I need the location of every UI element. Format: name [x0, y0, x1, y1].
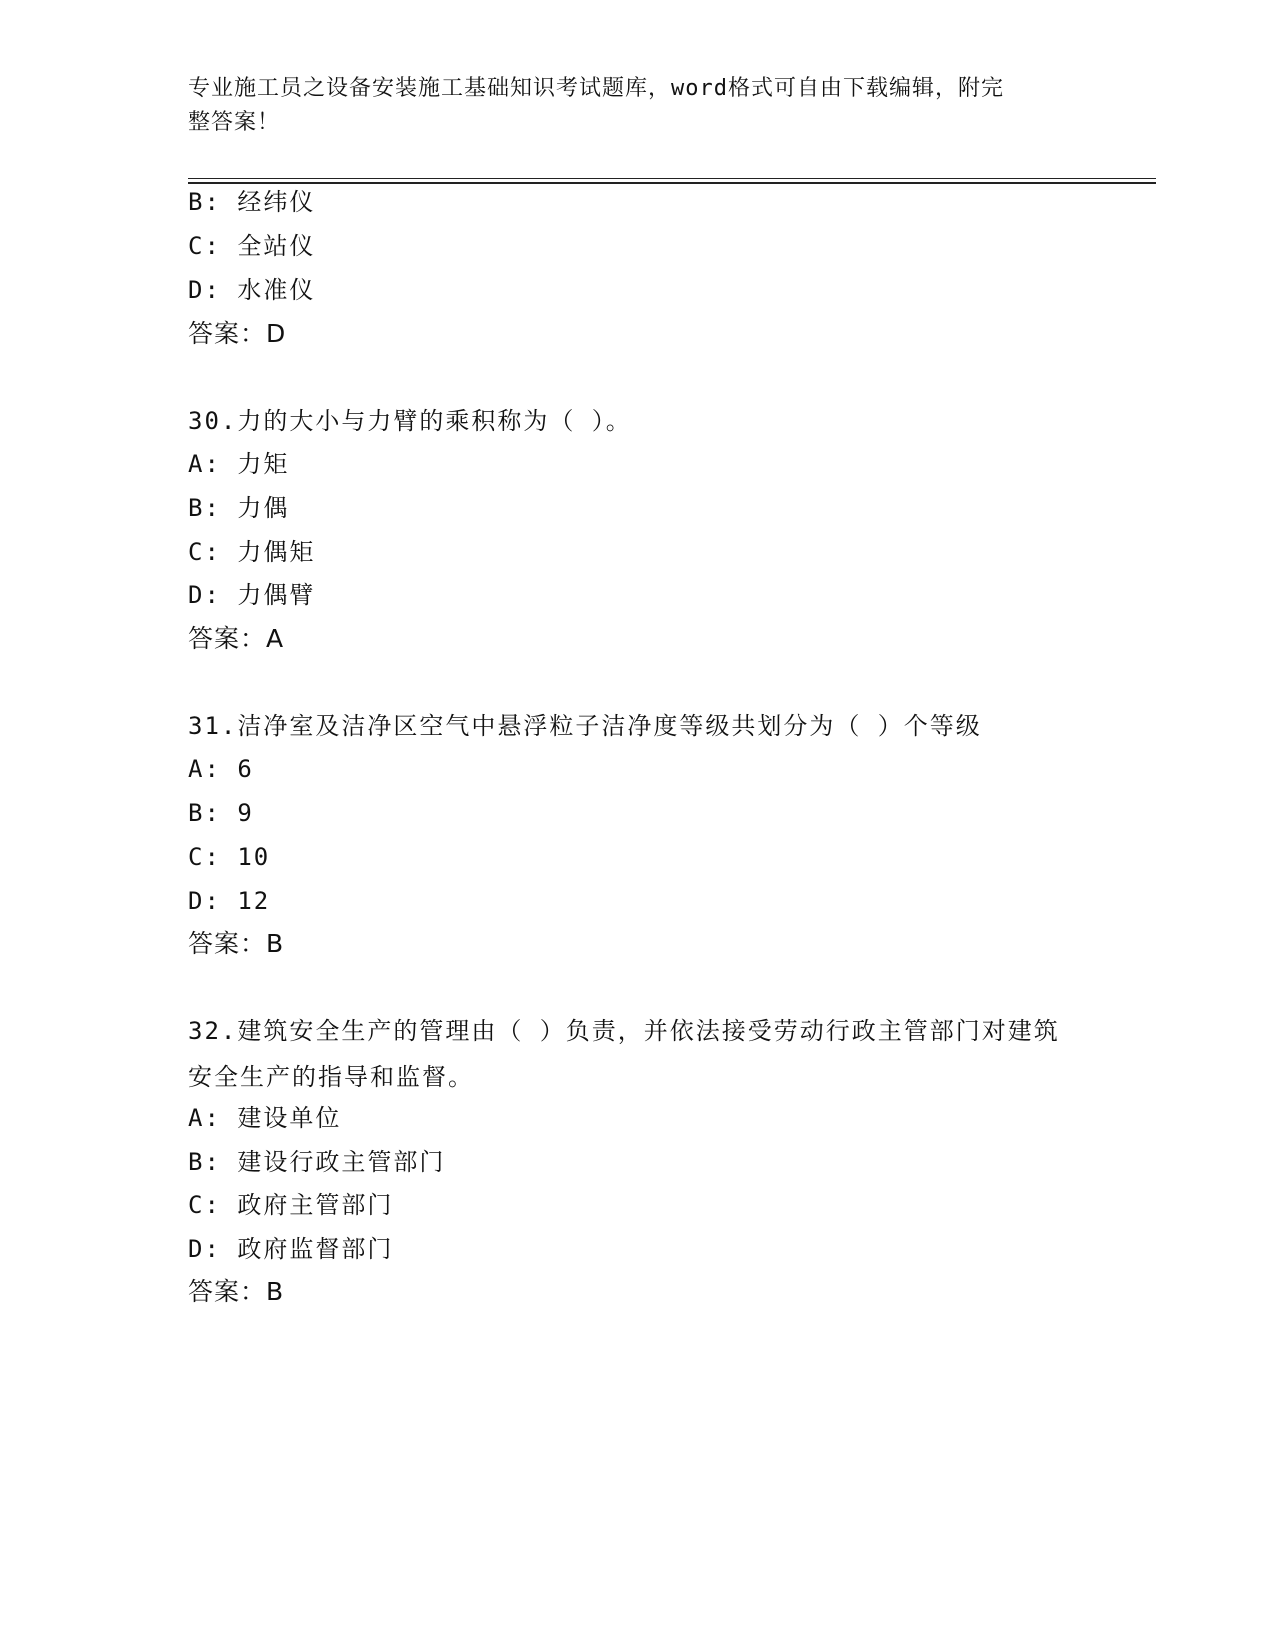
header-title-line-2: 整答案！ [188, 110, 281, 135]
q30-question: 30.力的大小与力臂的乘积称为（ ）。 [188, 407, 632, 435]
q30-option-b: B: 力偶 [188, 494, 290, 522]
q32-answer: 答案：B [188, 1277, 285, 1306]
q31-option-b: B: 9 [188, 799, 254, 827]
document-header [188, 72, 1068, 140]
header-title-line-1: 专业施工员之设备安装施工基础知识考试题库，word格式可自由下载编辑，附完 [188, 76, 1004, 101]
q32-option-a: A: 建设单位 [188, 1104, 342, 1132]
q30-option-a: A: 力矩 [188, 450, 290, 478]
q30-option-c: C: 力偶矩 [188, 538, 316, 566]
q31-option-c: C: 10 [188, 843, 271, 871]
q32-option-b: B: 建设行政主管部门 [188, 1148, 446, 1176]
q31-option-a: A: 6 [188, 755, 254, 783]
q31-question: 31.洁净室及洁净区空气中悬浮粒子洁净度等级共划分为（ ）个等级 [188, 712, 982, 740]
header-divider-thick [188, 182, 1156, 184]
q30-option-d: D: 力偶臂 [188, 581, 316, 609]
q31-answer: 答案：B [188, 929, 285, 958]
q29-option-b: B: 经纬仪 [188, 188, 316, 216]
q32-question: 32.建筑安全生产的管理由（ ）负责，并依法接受劳动行政主管部门对建筑安全生产的指导和监督。 [188, 1017, 1060, 1091]
q30-answer: 答案：A [188, 624, 285, 653]
q29-option-c: C: 全站仪 [188, 232, 316, 260]
q32-option-c: C: 政府主管部门 [188, 1191, 394, 1219]
q31-option-d: D: 12 [188, 887, 271, 915]
q32-option-d: D: 政府监督部门 [188, 1235, 394, 1263]
q29-answer: 答案：D [188, 319, 287, 348]
q29-option-d: D: 水准仪 [188, 276, 316, 304]
header-divider-thin [188, 178, 1156, 179]
